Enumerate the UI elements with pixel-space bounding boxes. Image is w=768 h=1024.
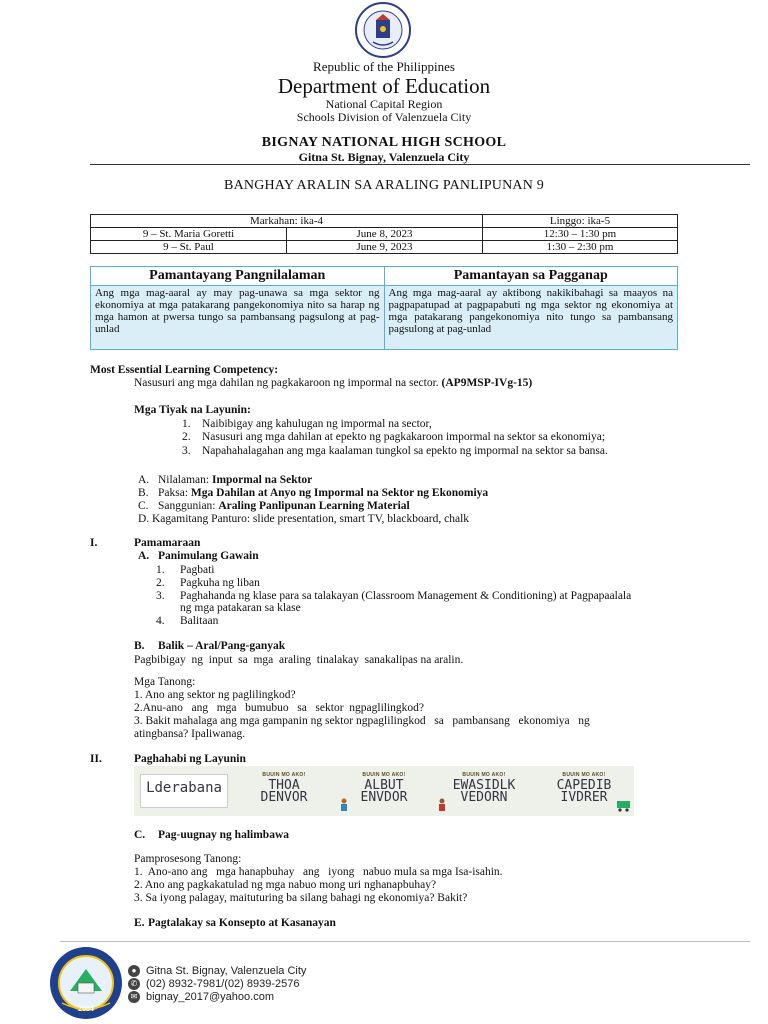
subject-d-text: Kagamitang Panturo: slide presentation, smart TV, blackboard, chalk — [152, 513, 470, 525]
subsection-heading: C. Pag-uugnay ng halimbawa — [134, 829, 290, 841]
header-divider — [90, 164, 750, 165]
objective-text: Nasusuri ang mga dahilan at epekto ng pagkakaroon impormal na sektor sa ekonomiya; — [202, 431, 606, 443]
procedure-heading: Pamamaraan — [134, 537, 201, 549]
activity-text: Paghahanda ng klase para sa talakayan (Classroom Management & Conditioning) at Pagpapaalala — [180, 590, 632, 602]
paghahabi-heading: Paghahabi ng Layunin — [134, 753, 246, 765]
question-continuation: atingbansa? Ipaliwanag. — [134, 728, 246, 740]
puzzle-word: VEDORN — [460, 790, 508, 805]
linggo-cell: Linggo: ika-5 — [483, 215, 678, 228]
schedule-table — [90, 214, 678, 254]
table-row — [91, 215, 678, 228]
objectives-label: Mga Tiyak na Layunin: — [134, 404, 251, 416]
markahan-cell: Markahan: ika-4 — [91, 215, 483, 228]
question-item: 2.Anu-ano ang mga bumubuo sa sektor ngpaglilingkod? — [134, 702, 425, 714]
cart-icon — [616, 798, 632, 812]
puzzle-word: CAPEDIB — [556, 778, 612, 793]
section-numeral: II. — [90, 753, 102, 765]
melc-code: (AP9MSP-IVg-15) — [441, 377, 533, 389]
region-text: National Capital Region — [325, 97, 443, 111]
section-cell: 9 – St. Paul — [91, 241, 287, 254]
melc-text — [134, 377, 532, 390]
footer-phone — [128, 978, 300, 990]
subject-a-label: Nilalaman: — [158, 474, 210, 486]
subject-a-value: Impormal na Sektor — [211, 474, 313, 486]
time-cell: 1:30 – 2:30 pm — [483, 241, 678, 254]
process-question: 2. Ano ang pagkakatulad ng mga nabuo mong uri nghanapbuhay? — [134, 879, 437, 891]
deped-seal-icon — [343, 2, 423, 58]
footer-email — [128, 991, 274, 1003]
time-cell: 12:30 – 1:30 pm — [483, 228, 678, 241]
puzzle-word: Lderabana — [146, 780, 222, 796]
activity-text: Balitaan — [180, 615, 219, 627]
person-icon — [338, 798, 350, 812]
section-numeral: I. — [90, 537, 98, 549]
email-icon: ✉ — [128, 991, 140, 1003]
footer-divider — [60, 941, 750, 942]
puzzle-word: ALBUT — [364, 778, 404, 793]
subject-c-value: Araling Panlipunan Learning Material — [218, 500, 410, 512]
melc-statement: Nasusuri ang mga dahilan ng pagkakaroon ng impormal na sector. — [134, 377, 439, 389]
logo-year: 2004 — [78, 1004, 94, 1013]
person-icon — [436, 798, 448, 812]
process-question: 3. Sa iyong palagay, maituturing ba silang bahagi ng ekonomiya? Bakit? — [134, 892, 468, 904]
republic-text: Republic of the Philippines — [313, 59, 455, 74]
footer-email-text[interactable]: bignay_2017@yahoo.com — [146, 991, 274, 1003]
list-item: 1. Pagbati — [156, 564, 215, 576]
balik-aral-text: Pagbibigay ng input sa mga araling tinalakay sanakalipas na aralin. — [134, 654, 464, 666]
footer-phone-text: (02) 8932-7981/(02) 8939-2576 — [146, 978, 300, 990]
puzzle-word: THOA — [268, 778, 300, 793]
puzzle-word: IVDRER — [560, 790, 608, 805]
subject-b-label: Paksa: — [158, 487, 189, 499]
performance-standard-heading: Pamantayan sa Pagganap — [453, 268, 608, 283]
location-pin-icon: ● — [128, 965, 140, 977]
section-cell: 9 – St. Maria Goretti — [91, 228, 287, 241]
puzzle-tile — [534, 766, 634, 816]
puzzle-tile — [134, 766, 234, 816]
balik-aral-label: Balik – Aral/Pang-ganyak — [158, 640, 286, 652]
list-item: D. Kagamitang Panturo: slide presentation, smart TV, blackboard, chalk — [138, 513, 470, 525]
list-item: C. Sanggunian: Araling Panlipunan Learning Material — [138, 500, 410, 512]
puzzle-tag: BUUIN MO AKO! — [362, 772, 406, 778]
puzzle-word: EWASIDLK — [452, 778, 516, 793]
list-item: 2. Nasusuri ang mga dahilan at epekto ng pagkakaroon impormal na sektor sa ekonomiya; — [182, 431, 606, 443]
puzzle-tag: BUUIN MO AKO! — [462, 772, 506, 778]
puzzle-tile — [434, 766, 534, 816]
table-row — [91, 241, 678, 254]
standards-table — [90, 266, 678, 350]
puzzle-tag: BUUIN MO AKO! — [562, 772, 606, 778]
puzzle-word: DENVOR — [260, 790, 308, 805]
list-item: 3. Paghahanda ng klase para sa talakayan (Classroom Management & Conditioning) at Pagpapaalala — [156, 590, 632, 602]
school-name: BIGNAY NATIONAL HIGH SCHOOL — [261, 135, 507, 150]
performance-standard-text: Ang mga mag-aaral ay aktibong nakikibahagi sa maayos na pagpapatupad at pagpapabuti ng mga sektor ng ekonomiya at mga patakarang pangekonomiya nito tungo sa pambansang pagsulong at pag-unlad — [388, 287, 673, 335]
puzzle-tag: BUUIN MO AKO! — [262, 772, 306, 778]
phone-icon: ✆ — [128, 978, 140, 990]
question-item: 1. Ano ang sektor ng paglilingkod? — [134, 689, 296, 701]
date-cell: June 8, 2023 — [287, 228, 483, 241]
list-item: B. Paksa: Mga Dahilan at Anyo ng Impormal na Sektor ng Ekonomiya — [138, 487, 489, 499]
school-logo-icon — [48, 945, 124, 1021]
objective-text: Napahahalagahan ang mga kaalaman tungkol sa epekto ng impormal na sektor sa bansa. — [202, 445, 608, 457]
table-row — [91, 228, 678, 241]
activity-text: Pagbati — [180, 564, 215, 576]
pagtalakay-label: Pagtalakay sa Konsepto at Kasanayan — [148, 917, 336, 929]
activity-continuation: ng mga patakaran sa klase — [180, 602, 301, 614]
subsection-heading: A. Panimulang Gawain — [138, 550, 259, 562]
subject-b-value: Mga Dahilan at Anyo ng Impormal na Sektor ng Ekonomiya — [190, 487, 489, 499]
subject-c-label: Sanggunian: — [158, 500, 216, 512]
panimulang-label: Panimulang Gawain — [158, 550, 259, 562]
content-standard-heading: Pamantayang Pangnilalaman — [91, 267, 385, 285]
footer-address-text: Gitna St. Bignay, Valenzuela City — [146, 965, 307, 977]
puzzle-tile — [334, 766, 434, 816]
word-puzzle-banner — [134, 766, 634, 816]
list-item: 2. Pagkuha ng liban — [156, 577, 260, 589]
school-address: Gitna St. Bignay, Valenzuela City — [298, 150, 470, 164]
subsection-heading: E. Pagtalakay sa Konsepto at Kasanayan — [134, 917, 336, 929]
list-item: A. Nilalaman: Impormal na Sektor — [138, 474, 313, 486]
process-questions-label: Pamprosesong Tanong: — [134, 853, 242, 865]
department-title: Department of Education — [277, 74, 491, 98]
list-item: 4. Balitaan — [156, 615, 219, 627]
footer-address — [128, 965, 306, 977]
process-question: 1. Ano-ano ang mga hanapbuhay ang iyong nabuo mula sa mga Isa-isahin. — [134, 866, 503, 878]
subsection-heading: B. Balik – Aral/Pang-ganyak — [134, 640, 286, 652]
content-standard-text: Ang mga mag-aaral ay may pag-unawa sa mga sektor ng ekonomiya at mga patakarang pangekonomiya nito sa harap ng mga hamon at pwersa tungo sa pambansang pagsulong at pag-unlad — [91, 286, 385, 349]
list-item: 1. Naibibigay ang kahulugan ng impormal na sector, — [182, 418, 432, 430]
puzzle-word: ENVDOR — [360, 790, 408, 805]
lesson-plan-title: BANGHAY ARALIN SA ARALING PANLIPUNAN 9 — [224, 178, 544, 193]
questions-label: Mga Tanong: — [134, 676, 196, 688]
division-text: Schools Division of Valenzuela City — [296, 110, 472, 124]
question-item: 3. Bakit mahalaga ang mga gampanin ng sektor ngpaglilingkod sa pambansang ekonomiya ng — [134, 715, 590, 727]
melc-label: Most Essential Learning Competency: — [90, 364, 279, 376]
date-cell: June 9, 2023 — [287, 241, 483, 254]
activity-text: Pagkuha ng liban — [180, 577, 260, 589]
pag-uugnay-label: Pag-uugnay ng halimbawa — [158, 829, 290, 841]
puzzle-tile — [234, 766, 334, 816]
objective-text: Naibibigay ang kahulugan ng impormal na sector, — [202, 418, 432, 430]
list-item: 3. Napahahalagahan ang mga kaalaman tungkol sa epekto ng impormal na sektor sa bansa. — [182, 445, 608, 457]
